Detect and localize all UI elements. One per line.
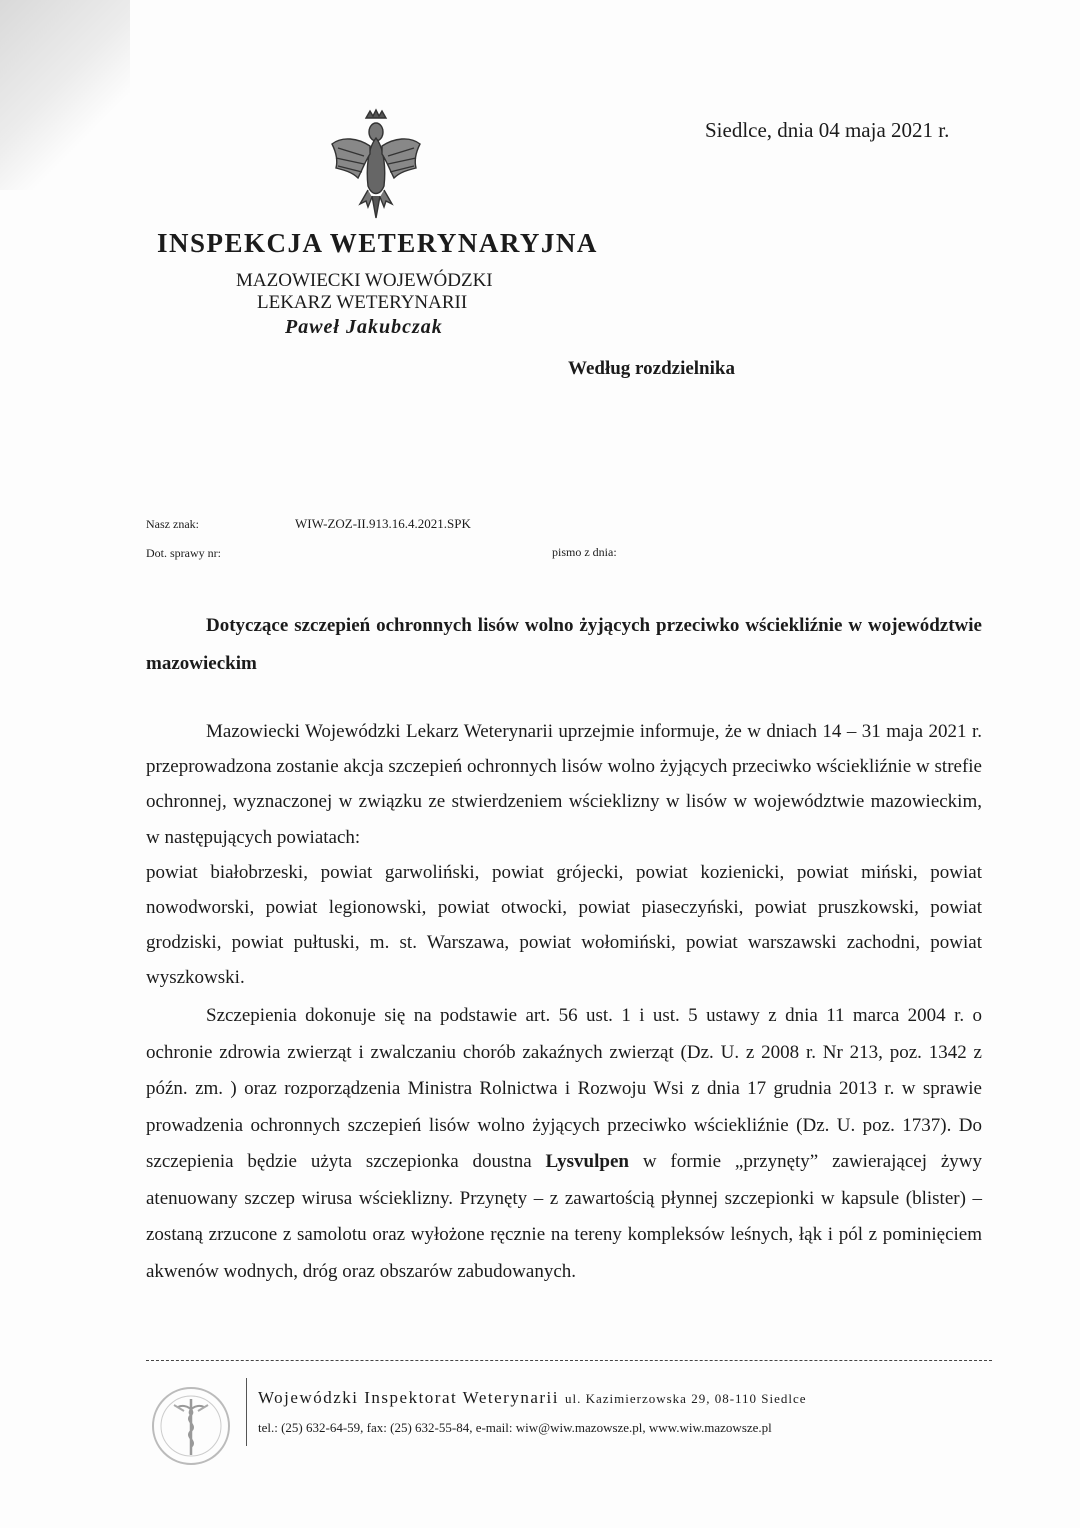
paragraph-2-text-a: Szczepienia dokonuje się na podstawie art. 56 ust. 1 i ust. 5 ustawy z dnia 11 marca 2004 r. o ochronie zdrowia zwierząt i zwalczaniu chorób zakaźnych zwierząt (Dz. U. z 2008 r. Nr 213, poz. 1342 z późn. zm. ) oraz rozporządzenia Ministra Rolnictwa i Rozwoju Wsi z dnia 17 grudnia 2013 r. w sprawie prowadzenia ochronnych szczepień lisów wolno żyjących przeciwko wściekliźnie (Dz. U. poz. 1737). Do szczepienia będzie użyta szczepionka doustna (146, 1005, 982, 1172)
paragraph-1-text: Mazowiecki Wojewódzki Lekarz Weterynarii uprzejmie informuje, że w dniach 14 – 31 maja 2021 r. przeprowadzona zostanie akcja szczepień ochronnych lisów wolno żyjących przeciwko wściekliźnie w strefie ochronnej, wyznaczonej w związku ze stwierdzeniem wścieklizny w lisów w województwie mazowieckim, w następujących powiatach: (146, 721, 982, 848)
footer-address: ul. Kazimierzowska 29, 08-110 Siedlce (564, 1391, 807, 1406)
recipient: Według rozdzielnika (568, 358, 735, 379)
institution-line-2: LEKARZ WETERYNARII (257, 292, 468, 313)
footer-institution (258, 1388, 807, 1408)
footer-separator (246, 1378, 247, 1446)
paragraph-2-text-b: w formie „przynęty” zawierającej żywy atenuowany szczep wirusa wścieklizny. Przynęty – z zawartością płynnej szczepionki w kapsule (blister) – zostaną zrzucone z samolotu oraz wyłożone ręcznie na tereny kompleksów leśnych, łąk i pól z pominięciem akwenów wodnych, dróg oraz obszarów zabudowanych. (146, 1151, 983, 1282)
case-number-label: Dot. sprawy nr: (146, 546, 221, 560)
signatory-name: Paweł Jakubczak (285, 316, 443, 338)
footer-divider (146, 1360, 992, 1361)
paragraph-1 (146, 714, 982, 996)
subject-text: Dotyczące szczepień ochronnych lisów wolno żyjących przeciwko wściekliźnie w województwie mazowieckim (146, 615, 982, 674)
institution-title: INSPEKCJA WETERYNARYJNA (157, 228, 598, 258)
paragraph-2 (146, 998, 982, 1290)
our-ref-label: Nasz znak: (146, 517, 199, 531)
vaccine-name: Lysvulpen (545, 1151, 629, 1172)
our-ref-value: WIW-ZOZ-II.913.16.4.2021.SPK (295, 516, 471, 531)
footer-institution-name: Wojewódzki Inspektorat Weterynarii (258, 1388, 559, 1407)
district-list: powiat białobrzeski, powiat garwoliński, powiat grójecki, powiat kozienicki, powiat miński, powiat nowodworski, powiat legionowski, powiat otwocki, powiat piaseczyński, powiat pruszkowski, powiat grodziski, powiat pułtuski, m. st. Warszawa, powiat wołomiński, powiat warszawski zachodni, powiat wyszkowski. (146, 861, 982, 989)
page-fold-shadow (0, 0, 130, 190)
footer-contact: tel.: (25) 632-64-59, fax: (25) 632-55-84, e-mail: wiw@wiw.mazowsze.pl, www.wiw.mazowsze.pl (258, 1420, 772, 1435)
letter-date-label: pismo z dnia: (552, 545, 617, 559)
letter-subject (146, 607, 982, 683)
place-and-date: Siedlce, dnia 04 maja 2021 r. (705, 118, 950, 142)
caduceus-logo-icon (150, 1385, 232, 1467)
institution-line-1: MAZOWIECKI WOJEWÓDZKI (236, 270, 493, 291)
polish-eagle-emblem-icon (328, 108, 424, 222)
